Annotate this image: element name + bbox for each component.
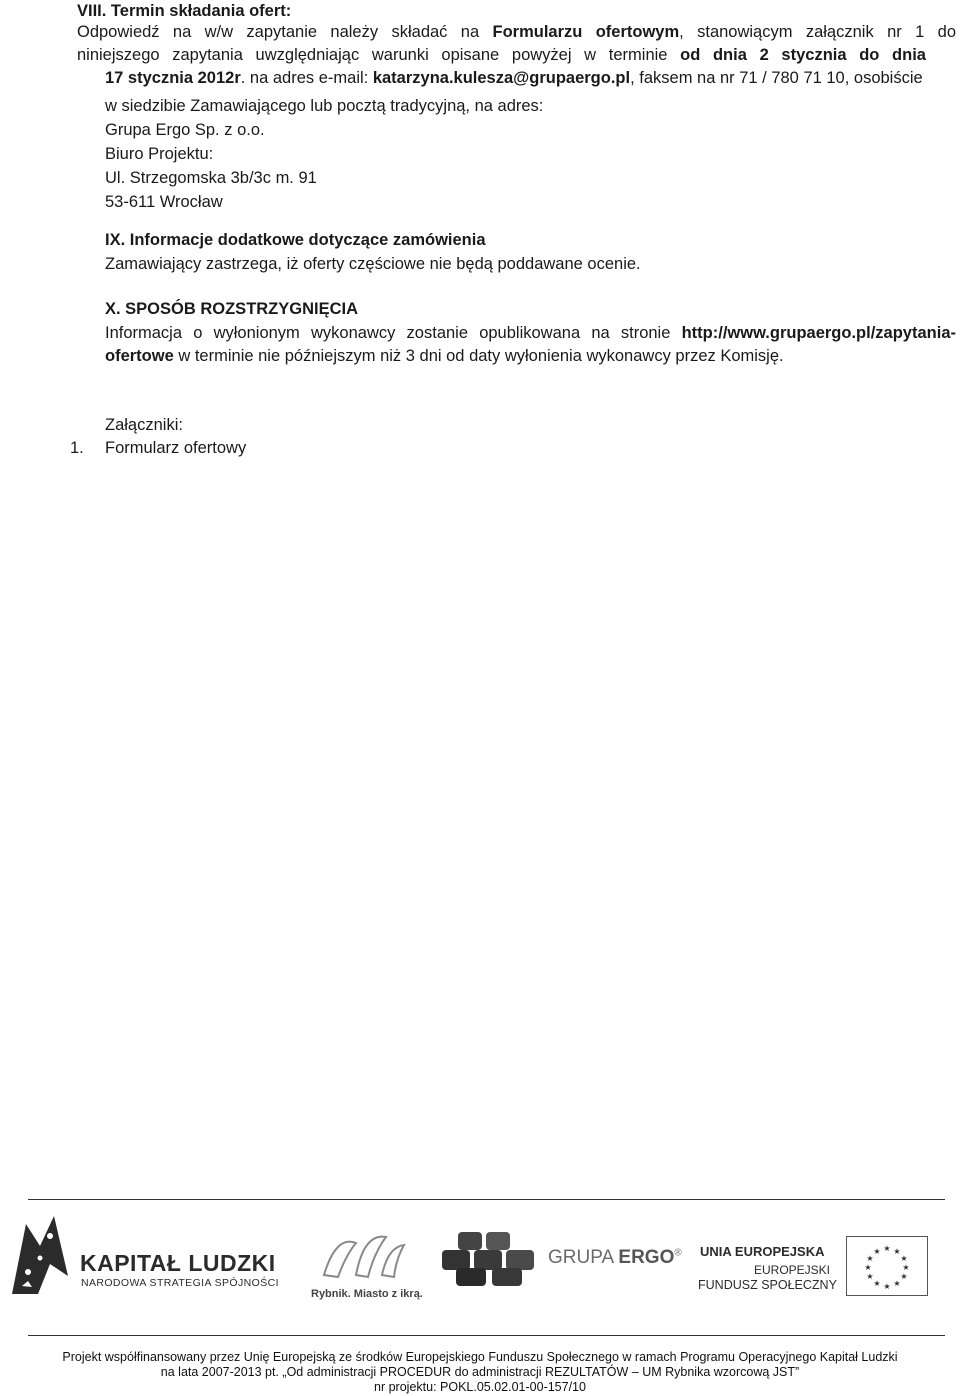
ue-line-2: EUROPEJSKI [754, 1263, 831, 1277]
footer-line-3: nr projektu: POKL.05.02.01-00-157/10 [374, 1380, 586, 1394]
svg-text:★: ★ [900, 1254, 908, 1263]
text-run: Informacja o wyłonionym wykonawcy zostanie opublikowana na stronie [105, 324, 682, 342]
text-run: Odpowiedź na w/w zapytanie należy składać na [77, 23, 493, 41]
svg-text:★: ★ [893, 1247, 901, 1256]
registered-mark: ® [674, 1247, 682, 1259]
svg-text:★: ★ [900, 1272, 908, 1281]
svg-text:★: ★ [883, 1282, 891, 1291]
address-line-2: Biuro Projektu: [105, 145, 214, 163]
wordmark-part-1: GRUPA [548, 1247, 619, 1268]
rybnik-text: Rybnik. Miasto z ikrą. [311, 1288, 423, 1300]
attachment-number: 1. [70, 439, 84, 457]
attachment-item: Formularz ofertowy [105, 439, 247, 457]
bold-run: Formularzu ofertowym [492, 23, 680, 41]
section-8-heading: VIII. Termin składania ofert: [77, 2, 292, 20]
grupa-ergo-wordmark [548, 1247, 682, 1269]
address-line-4: 53-611 Wrocław [105, 193, 223, 211]
email-text: katarzyna.kulesza@grupaergo.pl [372, 69, 631, 87]
footer-text [0, 1350, 960, 1395]
rybnik-logo-icon [316, 1225, 408, 1285]
kapital-ludzki-emblem-icon [10, 1216, 70, 1296]
address-line-3: Ul. Strzegomska 3b/3c m. 91 [105, 169, 317, 187]
section-10-line-2 [105, 345, 784, 367]
svg-text:★: ★ [866, 1254, 874, 1263]
text-run: , faksem na nr 71 / 780 71 10, osobiście [630, 69, 923, 87]
kapital-ludzki-subtitle: NARODOWA STRATEGIA SPÓJNOŚCI [81, 1277, 279, 1289]
text-run: niniejszego zapytania uwzględniając warunki opisane powyżej w terminie [77, 46, 681, 64]
footer-logos [0, 1210, 960, 1320]
ue-title: UNIA EUROPEJSKA [700, 1244, 825, 1259]
url-text: ofertowe [105, 347, 174, 365]
wordmark-part-2: ERGO [618, 1247, 675, 1268]
url-text: http://www.grupaergo.pl/zapytania- [681, 324, 956, 342]
footer-bottom-rule [28, 1335, 945, 1336]
section-10-heading: X. SPOSÓB ROZSTRZYGNIĘCIA [105, 300, 359, 318]
bold-run: 17 stycznia 2012r [105, 69, 241, 87]
text-run: w terminie nie późniejszym niż 3 dni od daty wyłonienia wykonawcy przez Komisję. [173, 347, 784, 365]
grupa-ergo-cubes-icon [440, 1230, 540, 1288]
svg-text:★: ★ [864, 1263, 872, 1272]
footer-line-2: na lata 2007-2013 pt. „Od administracji PROCEDUR do administracji REZULTATÓW – UM Rybnika wzorcową JST” [160, 1365, 800, 1379]
text-run: . na adres e-mail: [240, 69, 373, 87]
section-8-line-3 [105, 67, 923, 89]
kapital-ludzki-title: KAPITAŁ LUDZKI [80, 1250, 276, 1276]
section-9-heading: IX. Informacje dodatkowe dotyczące zamówienia [105, 231, 486, 249]
attachments-label: Załączniki: [105, 416, 183, 434]
svg-text:★: ★ [883, 1244, 891, 1253]
svg-text:★: ★ [902, 1263, 910, 1272]
ue-line-3: FUNDUSZ SPOŁECZNY [698, 1278, 837, 1292]
section-8-line-4: w siedzibie Zamawiającego lub pocztą tradycyjną, na adres: [105, 97, 544, 115]
svg-text:★: ★ [893, 1279, 901, 1288]
bold-run: od dnia 2 stycznia do dnia [680, 46, 926, 64]
svg-text:★: ★ [866, 1272, 874, 1281]
footer-top-rule [28, 1199, 945, 1200]
section-8-line-2 [77, 44, 926, 66]
text-run: , stanowiącym załącznik nr 1 do [679, 23, 956, 41]
section-8-line-1 [77, 21, 956, 43]
eu-flag-icon [846, 1236, 928, 1296]
svg-text:★: ★ [873, 1279, 881, 1288]
address-line-1: Grupa Ergo Sp. z o.o. [105, 121, 265, 139]
svg-text:★: ★ [873, 1247, 881, 1256]
footer-line-1: Projekt współfinansowany przez Unię Europejską ze środków Europejskiego Funduszu Społecznego w ramach Programu Operacyjnego Kapitał Ludzki [62, 1350, 898, 1364]
section-9-text: Zamawiający zastrzega, iż oferty częściowe nie będą poddawane ocenie. [105, 255, 641, 273]
section-10-line-1 [105, 322, 956, 344]
